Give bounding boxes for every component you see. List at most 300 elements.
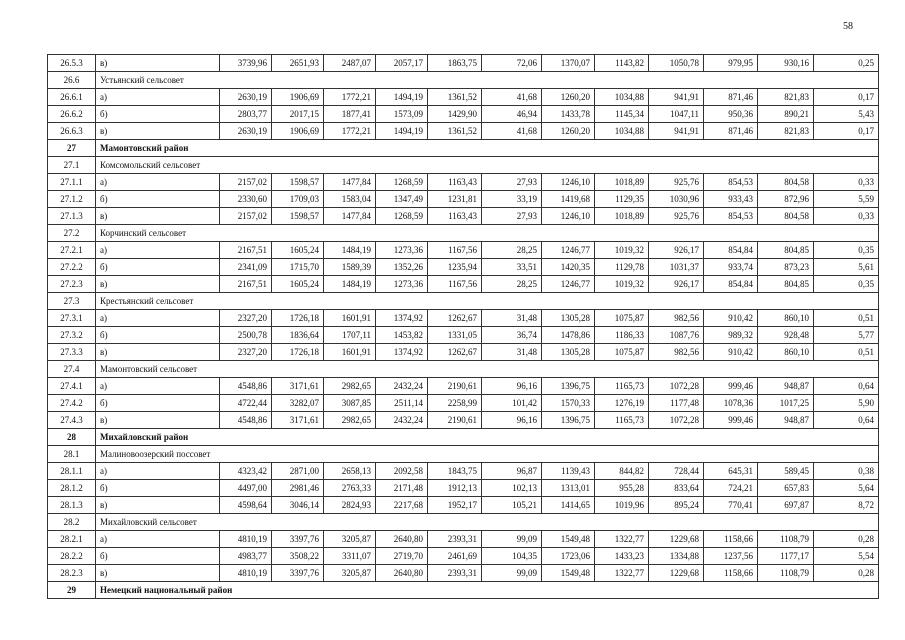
value-cell: 1145,34	[595, 106, 649, 123]
value-cell: 41,68	[482, 123, 542, 140]
value-cell: 854,84	[704, 242, 758, 259]
page-number: 58	[843, 21, 853, 32]
value-cell: 1246,10	[542, 208, 595, 225]
value-cell: 1484,19	[324, 242, 376, 259]
row-code: 26.6.3	[48, 123, 96, 140]
value-cell: 1260,20	[542, 123, 595, 140]
value-cell: 1952,17	[428, 497, 482, 514]
value-cell: 2511,14	[376, 395, 428, 412]
table-row	[48, 531, 879, 548]
row-variant: в)	[96, 123, 220, 140]
value-cell: 27,93	[482, 208, 542, 225]
value-cell: 2167,51	[220, 242, 272, 259]
value-cell: 1158,66	[704, 531, 758, 548]
value-cell: 0,64	[814, 378, 879, 395]
value-cell: 833,64	[649, 480, 704, 497]
table-row	[48, 463, 879, 480]
value-cell: 0,35	[814, 276, 879, 293]
table-row	[48, 106, 879, 123]
value-cell: 2824,93	[324, 497, 376, 514]
row-code: 27.3.3	[48, 344, 96, 361]
value-cell: 2327,20	[220, 344, 272, 361]
value-cell: 2092,58	[376, 463, 428, 480]
row-code: 27.4.1	[48, 378, 96, 395]
table-row	[48, 378, 879, 395]
value-cell: 2719,70	[376, 548, 428, 565]
value-cell: 101,42	[482, 395, 542, 412]
value-cell: 1598,57	[272, 208, 324, 225]
value-cell: 1246,77	[542, 276, 595, 293]
value-cell: 0,35	[814, 242, 879, 259]
value-cell: 4810,19	[220, 531, 272, 548]
row-variant: в)	[96, 55, 220, 72]
value-cell: 3282,07	[272, 395, 324, 412]
value-cell: 1598,57	[272, 174, 324, 191]
value-cell: 1108,79	[758, 531, 814, 548]
value-cell: 1843,75	[428, 463, 482, 480]
row-code: 27.2.2	[48, 259, 96, 276]
value-cell: 1484,19	[324, 276, 376, 293]
value-cell: 28,25	[482, 276, 542, 293]
row-variant: б)	[96, 548, 220, 565]
value-cell: 1912,13	[428, 480, 482, 497]
value-cell: 2630,19	[220, 89, 272, 106]
value-cell: 982,56	[649, 344, 704, 361]
value-cell: 1246,77	[542, 242, 595, 259]
value-cell: 1129,78	[595, 259, 649, 276]
value-cell: 31,48	[482, 310, 542, 327]
row-code: 28.1.3	[48, 497, 96, 514]
value-cell: 2341,09	[220, 259, 272, 276]
row-code: 27.2.3	[48, 276, 96, 293]
row-code: 28.2.3	[48, 565, 96, 582]
value-cell: 2017,15	[272, 106, 324, 123]
value-cell: 46,94	[482, 106, 542, 123]
value-cell: 1177,48	[649, 395, 704, 412]
row-code: 27.1.1	[48, 174, 96, 191]
value-cell: 871,46	[704, 123, 758, 140]
value-cell: 1601,91	[324, 310, 376, 327]
value-cell: 3397,76	[272, 531, 324, 548]
section-header-row	[48, 157, 879, 174]
value-cell: 8,72	[814, 497, 879, 514]
value-cell: 933,43	[704, 191, 758, 208]
row-code: 26.6.2	[48, 106, 96, 123]
table-row	[48, 565, 879, 582]
value-cell: 979,95	[704, 55, 758, 72]
value-cell: 989,32	[704, 327, 758, 344]
section-title: Малиновоозерский поссовет	[96, 446, 879, 463]
value-cell: 925,76	[649, 174, 704, 191]
value-cell: 0,28	[814, 565, 879, 582]
value-cell: 1158,66	[704, 565, 758, 582]
value-cell: 4497,00	[220, 480, 272, 497]
value-cell: 872,96	[758, 191, 814, 208]
value-cell: 1186,33	[595, 327, 649, 344]
section-code: 28.1	[48, 446, 96, 463]
row-variant: а)	[96, 310, 220, 327]
section-header-row	[48, 446, 879, 463]
value-cell: 2982,65	[324, 378, 376, 395]
value-cell: 950,36	[704, 106, 758, 123]
section-title: Михайловский сельсовет	[96, 514, 879, 531]
table-row	[48, 310, 879, 327]
value-cell: 1050,78	[649, 55, 704, 72]
section-title: Комсомольский сельсовет	[96, 157, 879, 174]
value-cell: 5,77	[814, 327, 879, 344]
value-cell: 1494,19	[376, 89, 428, 106]
value-cell: 697,87	[758, 497, 814, 514]
row-variant: б)	[96, 106, 220, 123]
value-cell: 2803,77	[220, 106, 272, 123]
value-cell: 2167,51	[220, 276, 272, 293]
value-cell: 1334,88	[649, 548, 704, 565]
value-cell: 1305,28	[542, 344, 595, 361]
value-cell: 104,35	[482, 548, 542, 565]
value-cell: 1396,75	[542, 412, 595, 429]
value-cell: 2432,24	[376, 412, 428, 429]
value-cell: 1165,73	[595, 378, 649, 395]
value-cell: 1078,36	[704, 395, 758, 412]
row-variant: б)	[96, 395, 220, 412]
value-cell: 1374,92	[376, 344, 428, 361]
table-row	[48, 548, 879, 565]
section-code: 27.3	[48, 293, 96, 310]
value-cell: 1396,75	[542, 378, 595, 395]
value-cell: 2432,24	[376, 378, 428, 395]
value-cell: 895,24	[649, 497, 704, 514]
value-cell: 1273,36	[376, 276, 428, 293]
value-cell: 0,38	[814, 463, 879, 480]
value-cell: 955,28	[595, 480, 649, 497]
table-row	[48, 412, 879, 429]
row-variant: а)	[96, 174, 220, 191]
value-cell: 871,46	[704, 89, 758, 106]
value-cell: 1163,43	[428, 208, 482, 225]
value-cell: 1601,91	[324, 344, 376, 361]
value-cell: 1305,28	[542, 310, 595, 327]
row-variant: б)	[96, 259, 220, 276]
value-cell: 844,82	[595, 463, 649, 480]
row-code: 27.2.1	[48, 242, 96, 259]
value-cell: 0,33	[814, 174, 879, 191]
value-cell: 5,61	[814, 259, 879, 276]
value-cell: 4548,86	[220, 412, 272, 429]
row-variant: а)	[96, 89, 220, 106]
value-cell: 4722,44	[220, 395, 272, 412]
row-variant: в)	[96, 344, 220, 361]
value-cell: 2982,65	[324, 412, 376, 429]
value-cell: 1433,78	[542, 106, 595, 123]
value-cell: 1453,82	[376, 327, 428, 344]
table-row	[48, 123, 879, 140]
value-cell: 804,58	[758, 174, 814, 191]
value-cell: 3205,87	[324, 531, 376, 548]
value-cell: 2630,19	[220, 123, 272, 140]
value-cell: 1072,28	[649, 378, 704, 395]
value-cell: 3311,07	[324, 548, 376, 565]
value-cell: 1235,94	[428, 259, 482, 276]
table-body	[48, 55, 879, 599]
value-cell: 3046,14	[272, 497, 324, 514]
value-cell: 1165,73	[595, 412, 649, 429]
value-cell: 1347,49	[376, 191, 428, 208]
value-cell: 1231,81	[428, 191, 482, 208]
value-cell: 1707,11	[324, 327, 376, 344]
row-variant: а)	[96, 378, 220, 395]
value-cell: 2461,69	[428, 548, 482, 565]
value-cell: 1019,32	[595, 276, 649, 293]
value-cell: 33,51	[482, 259, 542, 276]
value-cell: 1361,52	[428, 123, 482, 140]
value-cell: 3205,87	[324, 565, 376, 582]
value-cell: 2057,17	[376, 55, 428, 72]
value-cell: 105,21	[482, 497, 542, 514]
row-variant: б)	[96, 480, 220, 497]
value-cell: 96,87	[482, 463, 542, 480]
value-cell: 1429,90	[428, 106, 482, 123]
value-cell: 1419,68	[542, 191, 595, 208]
value-cell: 1726,18	[272, 310, 324, 327]
value-cell: 804,85	[758, 242, 814, 259]
value-cell: 102,13	[482, 480, 542, 497]
value-cell: 854,53	[704, 174, 758, 191]
value-cell: 1322,77	[595, 531, 649, 548]
value-cell: 1322,77	[595, 565, 649, 582]
value-cell: 1478,86	[542, 327, 595, 344]
section-header-row	[48, 361, 879, 378]
row-variant: б)	[96, 327, 220, 344]
value-cell: 27,93	[482, 174, 542, 191]
value-cell: 1262,67	[428, 344, 482, 361]
value-cell: 3508,22	[272, 548, 324, 565]
section-code: 27.2	[48, 225, 96, 242]
value-cell: 926,17	[649, 276, 704, 293]
value-cell: 2258,99	[428, 395, 482, 412]
value-cell: 2763,33	[324, 480, 376, 497]
value-cell: 1772,21	[324, 89, 376, 106]
value-cell: 1019,32	[595, 242, 649, 259]
value-cell: 589,45	[758, 463, 814, 480]
value-cell: 1246,10	[542, 174, 595, 191]
value-cell: 890,21	[758, 106, 814, 123]
value-cell: 2157,02	[220, 208, 272, 225]
value-cell: 1143,82	[595, 55, 649, 72]
value-cell: 1709,03	[272, 191, 324, 208]
section-title: Устьянский сельсовет	[96, 72, 879, 89]
row-variant: в)	[96, 412, 220, 429]
section-header-row	[48, 72, 879, 89]
value-cell: 3087,85	[324, 395, 376, 412]
value-cell: 1836,64	[272, 327, 324, 344]
value-cell: 99,09	[482, 565, 542, 582]
table-row	[48, 174, 879, 191]
row-variant: в)	[96, 565, 220, 582]
value-cell: 2393,31	[428, 565, 482, 582]
table-row	[48, 480, 879, 497]
row-code: 26.5.3	[48, 55, 96, 72]
value-cell: 1877,41	[324, 106, 376, 123]
value-cell: 860,10	[758, 310, 814, 327]
value-cell: 1583,04	[324, 191, 376, 208]
value-cell: 804,85	[758, 276, 814, 293]
value-cell: 1605,24	[272, 242, 324, 259]
row-variant: а)	[96, 531, 220, 548]
row-code: 27.1.2	[48, 191, 96, 208]
value-cell: 804,58	[758, 208, 814, 225]
row-variant: а)	[96, 463, 220, 480]
value-cell: 99,09	[482, 531, 542, 548]
value-cell: 1715,70	[272, 259, 324, 276]
table-row	[48, 89, 879, 106]
value-cell: 724,21	[704, 480, 758, 497]
value-cell: 928,48	[758, 327, 814, 344]
value-cell: 1414,65	[542, 497, 595, 514]
value-cell: 4983,77	[220, 548, 272, 565]
value-cell: 2327,20	[220, 310, 272, 327]
value-cell: 1034,88	[595, 123, 649, 140]
table-row	[48, 395, 879, 412]
value-cell: 2500,78	[220, 327, 272, 344]
value-cell: 36,74	[482, 327, 542, 344]
value-cell: 1273,36	[376, 242, 428, 259]
value-cell: 1229,68	[649, 531, 704, 548]
value-cell: 1723,06	[542, 548, 595, 565]
value-cell: 821,83	[758, 123, 814, 140]
value-cell: 1031,37	[649, 259, 704, 276]
value-cell: 1129,35	[595, 191, 649, 208]
value-cell: 4323,42	[220, 463, 272, 480]
section-header-row	[48, 514, 879, 531]
value-cell: 1018,89	[595, 174, 649, 191]
table-row	[48, 242, 879, 259]
value-cell: 1906,69	[272, 89, 324, 106]
table-row	[48, 55, 879, 72]
value-cell: 1331,05	[428, 327, 482, 344]
value-cell: 770,41	[704, 497, 758, 514]
row-variant: в)	[96, 208, 220, 225]
section-code: 29	[48, 582, 96, 599]
value-cell: 2871,00	[272, 463, 324, 480]
value-cell: 2171,48	[376, 480, 428, 497]
value-cell: 1260,20	[542, 89, 595, 106]
value-cell: 1019,96	[595, 497, 649, 514]
value-cell: 2640,80	[376, 565, 428, 582]
row-code: 28.2.2	[48, 548, 96, 565]
value-cell: 1017,25	[758, 395, 814, 412]
value-cell: 2190,61	[428, 378, 482, 395]
value-cell: 910,42	[704, 310, 758, 327]
value-cell: 645,31	[704, 463, 758, 480]
value-cell: 1313,01	[542, 480, 595, 497]
value-cell: 910,42	[704, 344, 758, 361]
row-variant: в)	[96, 276, 220, 293]
value-cell: 1589,39	[324, 259, 376, 276]
section-title: Крестьянский сельсовет	[96, 293, 879, 310]
row-code: 27.4.3	[48, 412, 96, 429]
value-cell: 1370,07	[542, 55, 595, 72]
value-cell: 0,64	[814, 412, 879, 429]
value-cell: 0,28	[814, 531, 879, 548]
value-cell: 0,33	[814, 208, 879, 225]
section-header-row	[48, 225, 879, 242]
value-cell: 2487,07	[324, 55, 376, 72]
value-cell: 999,46	[704, 412, 758, 429]
section-title: Немецкий национальный район	[96, 582, 879, 599]
value-cell: 0,51	[814, 344, 879, 361]
value-cell: 1726,18	[272, 344, 324, 361]
row-variant: в)	[96, 497, 220, 514]
value-cell: 854,84	[704, 276, 758, 293]
value-cell: 96,16	[482, 378, 542, 395]
value-cell: 657,83	[758, 480, 814, 497]
value-cell: 0,51	[814, 310, 879, 327]
value-cell: 5,64	[814, 480, 879, 497]
value-cell: 5,90	[814, 395, 879, 412]
value-cell: 4548,86	[220, 378, 272, 395]
value-cell: 2330,60	[220, 191, 272, 208]
row-code: 28.1.2	[48, 480, 96, 497]
value-cell: 1570,33	[542, 395, 595, 412]
section-code: 27	[48, 140, 96, 157]
row-code: 27.3.1	[48, 310, 96, 327]
value-cell: 1163,43	[428, 174, 482, 191]
value-cell: 982,56	[649, 310, 704, 327]
value-cell: 31,48	[482, 344, 542, 361]
value-cell: 948,87	[758, 412, 814, 429]
value-cell: 1573,09	[376, 106, 428, 123]
value-cell: 2981,46	[272, 480, 324, 497]
table-row	[48, 191, 879, 208]
value-cell: 1549,48	[542, 531, 595, 548]
value-cell: 2217,68	[376, 497, 428, 514]
value-cell: 1863,75	[428, 55, 482, 72]
value-cell: 2658,13	[324, 463, 376, 480]
value-cell: 925,76	[649, 208, 704, 225]
value-cell: 96,16	[482, 412, 542, 429]
value-cell: 1361,52	[428, 89, 482, 106]
value-cell: 2190,61	[428, 412, 482, 429]
value-cell: 4598,64	[220, 497, 272, 514]
table-row	[48, 327, 879, 344]
table-row	[48, 344, 879, 361]
value-cell: 1167,56	[428, 242, 482, 259]
value-cell: 3171,61	[272, 412, 324, 429]
value-cell: 933,74	[704, 259, 758, 276]
value-cell: 3397,76	[272, 565, 324, 582]
value-cell: 728,44	[649, 463, 704, 480]
value-cell: 1276,19	[595, 395, 649, 412]
section-title: Корчинский сельсовет	[96, 225, 879, 242]
row-code: 26.6.1	[48, 89, 96, 106]
value-cell: 1177,17	[758, 548, 814, 565]
value-cell: 1268,59	[376, 208, 428, 225]
section-header-row	[48, 582, 879, 599]
value-cell: 948,87	[758, 378, 814, 395]
section-code: 28	[48, 429, 96, 446]
row-code: 28.1.1	[48, 463, 96, 480]
value-cell: 1262,67	[428, 310, 482, 327]
data-table	[47, 54, 879, 599]
value-cell: 2157,02	[220, 174, 272, 191]
section-title: Мамонтовский сельсовет	[96, 361, 879, 378]
value-cell: 1018,89	[595, 208, 649, 225]
value-cell: 1047,11	[649, 106, 704, 123]
value-cell: 1477,84	[324, 174, 376, 191]
value-cell: 1237,56	[704, 548, 758, 565]
section-code: 27.4	[48, 361, 96, 378]
value-cell: 72,06	[482, 55, 542, 72]
